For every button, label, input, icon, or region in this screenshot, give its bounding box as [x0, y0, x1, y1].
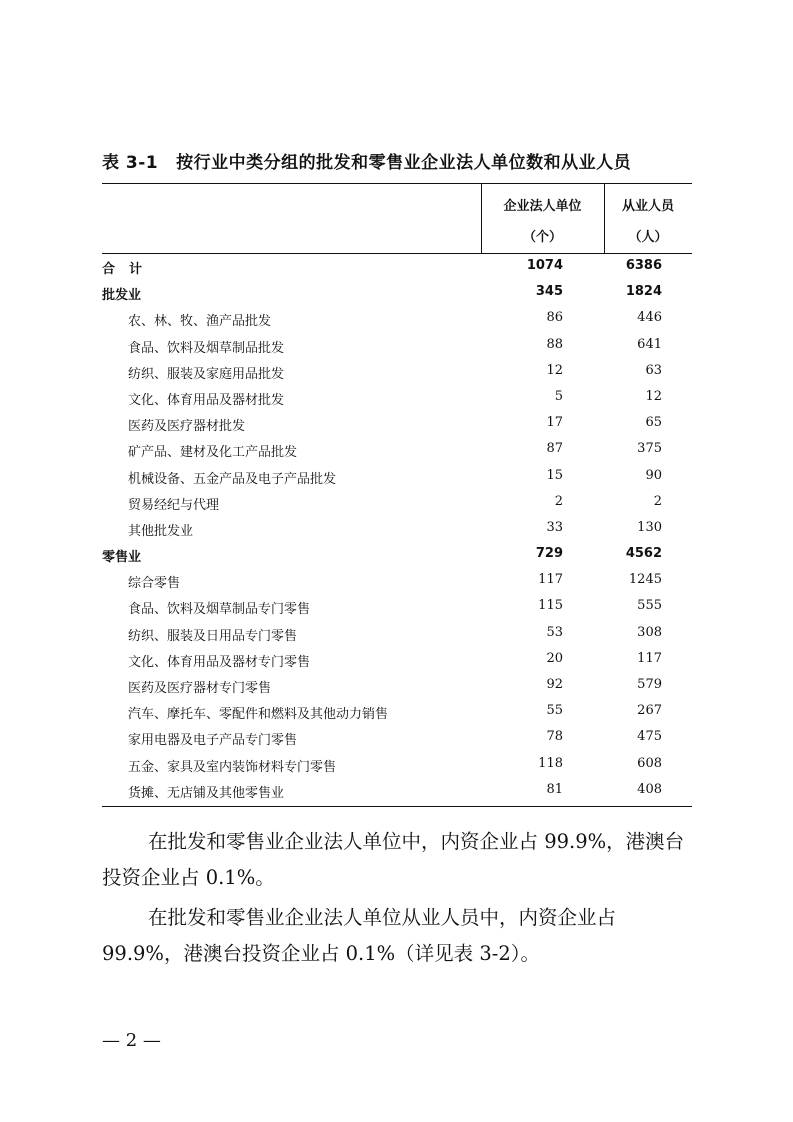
table-row — [102, 463, 692, 489]
table-bottom-rule — [102, 806, 692, 807]
table-row — [102, 567, 692, 593]
column-header-units-unit: （个） — [522, 230, 562, 245]
table-number: 表 3-1 — [102, 153, 159, 173]
row-units-value: 17 — [546, 415, 563, 431]
table-row — [102, 698, 692, 724]
row-units-value: 78 — [546, 729, 563, 745]
row-label: 文化、体育用品及器材批发 — [128, 392, 285, 408]
row-units-value: 1074 — [526, 258, 563, 273]
row-employees-value: 65 — [645, 415, 662, 431]
row-units-value: 2 — [554, 493, 563, 509]
row-units-value: 729 — [535, 546, 563, 562]
row-employees-value: 308 — [637, 624, 662, 640]
row-label: 家用电器及电子产品专门零售 — [128, 733, 298, 749]
row-label: 农、林、牧、渔产品批发 — [128, 314, 272, 330]
table-row — [102, 253, 692, 279]
row-label: 批发业 — [102, 288, 142, 304]
table-row — [102, 332, 692, 358]
row-units-value: 118 — [538, 755, 563, 771]
table-body — [102, 253, 692, 803]
row-units-value: 117 — [538, 572, 563, 588]
row-label: 医药及医疗器材专门零售 — [128, 681, 272, 696]
row-employees-value: 408 — [637, 781, 662, 797]
row-employees-value: 579 — [637, 677, 662, 692]
row-units-value: 5 — [554, 388, 563, 404]
row-label: 其他批发业 — [128, 523, 194, 539]
row-label: 文化、体育用品及器材专门零售 — [128, 654, 311, 670]
table-title-text: 按行业中类分组的批发和零售业企业法人单位数和从业人员 — [176, 153, 632, 173]
row-employees-value: 90 — [645, 467, 662, 483]
table-row — [102, 646, 692, 672]
row-units-value: 20 — [546, 650, 563, 666]
row-employees-value: 6386 — [625, 258, 662, 273]
table-row — [102, 384, 692, 410]
row-employees-value: 475 — [637, 729, 662, 745]
column-header-employees-unit: （人） — [628, 230, 668, 245]
row-units-value: 88 — [546, 336, 563, 352]
row-employees-value: 1824 — [625, 284, 662, 300]
table-row — [102, 489, 692, 515]
table-row — [102, 279, 692, 305]
column-header-employees — [604, 191, 692, 253]
row-label: 货摊、无店铺及其他零售业 — [128, 785, 285, 801]
row-units-value: 15 — [546, 467, 563, 483]
row-employees-value: 641 — [637, 336, 662, 352]
row-label: 五金、家具及室内装饰材料专门零售 — [128, 759, 337, 775]
row-units-value: 53 — [546, 624, 563, 640]
row-employees-value: 117 — [637, 650, 662, 666]
row-units-value: 12 — [546, 362, 563, 378]
table-row — [102, 777, 692, 803]
row-label: 零售业 — [102, 550, 142, 566]
row-employees-value: 608 — [637, 755, 662, 771]
row-employees-value: 375 — [637, 441, 662, 457]
table-row — [102, 724, 692, 750]
table-row — [102, 751, 692, 777]
row-employees-value: 4562 — [625, 546, 662, 562]
row-employees-value: 130 — [637, 519, 662, 535]
table-row — [102, 436, 692, 462]
row-units-value: 87 — [546, 441, 563, 457]
table-row — [102, 620, 692, 646]
row-label: 食品、饮料及烟草制品专门零售 — [128, 602, 311, 618]
row-label: 综合零售 — [128, 576, 181, 592]
column-header-units-name: 企业法人单位 — [503, 199, 582, 214]
row-label: 汽车、摩托车、零配件和燃料及其他动力销售 — [128, 707, 389, 723]
paragraph-employees: 在批发和零售业企业法人单位从业人员中，内资企业占 99.9%，港澳台投资企业占 0.1%（详见表 3-2）。 — [102, 906, 617, 965]
row-units-value: 115 — [538, 598, 563, 614]
column-header-employees-name: 从业人员 — [621, 199, 674, 214]
row-units-value: 92 — [546, 677, 563, 692]
row-label: 机械设备、五金产品及电子产品批发 — [128, 471, 337, 487]
paragraph-units: 在批发和零售业企业法人单位中，内资企业占 99.9%，港澳台投资企业占 0.1%。 — [102, 830, 685, 889]
row-label: 医药及医疗器材批发 — [128, 419, 246, 435]
table-row — [102, 358, 692, 384]
row-employees-value: 2 — [653, 493, 662, 509]
column-header-units — [481, 191, 604, 253]
row-units-value: 86 — [546, 310, 563, 326]
row-employees-value: 555 — [637, 598, 662, 614]
row-units-value: 55 — [546, 703, 563, 719]
row-employees-value: 63 — [645, 362, 662, 378]
row-employees-value: 446 — [637, 310, 662, 326]
row-label: 纺织、服装及家庭用品批发 — [128, 366, 285, 382]
row-units-value: 345 — [535, 284, 563, 300]
row-employees-value: 12 — [645, 388, 662, 404]
table-row — [102, 305, 692, 331]
row-label: 合计 — [102, 262, 157, 277]
table-row — [102, 515, 692, 541]
row-units-value: 33 — [546, 519, 563, 535]
table-row — [102, 541, 692, 567]
row-label: 贸易经纪与代理 — [128, 497, 220, 513]
row-employees-value: 267 — [637, 703, 662, 719]
row-units-value: 81 — [546, 781, 563, 797]
table-title — [102, 148, 692, 173]
table-row — [102, 593, 692, 619]
page-number: — 2 — — [102, 1030, 161, 1051]
row-label: 矿产品、建材及化工产品批发 — [128, 445, 298, 461]
row-employees-value: 1245 — [628, 572, 662, 588]
row-label: 食品、饮料及烟草制品批发 — [128, 340, 285, 356]
table-row — [102, 410, 692, 436]
table-row — [102, 672, 692, 698]
row-label: 纺织、服装及日用品专门零售 — [128, 628, 298, 644]
